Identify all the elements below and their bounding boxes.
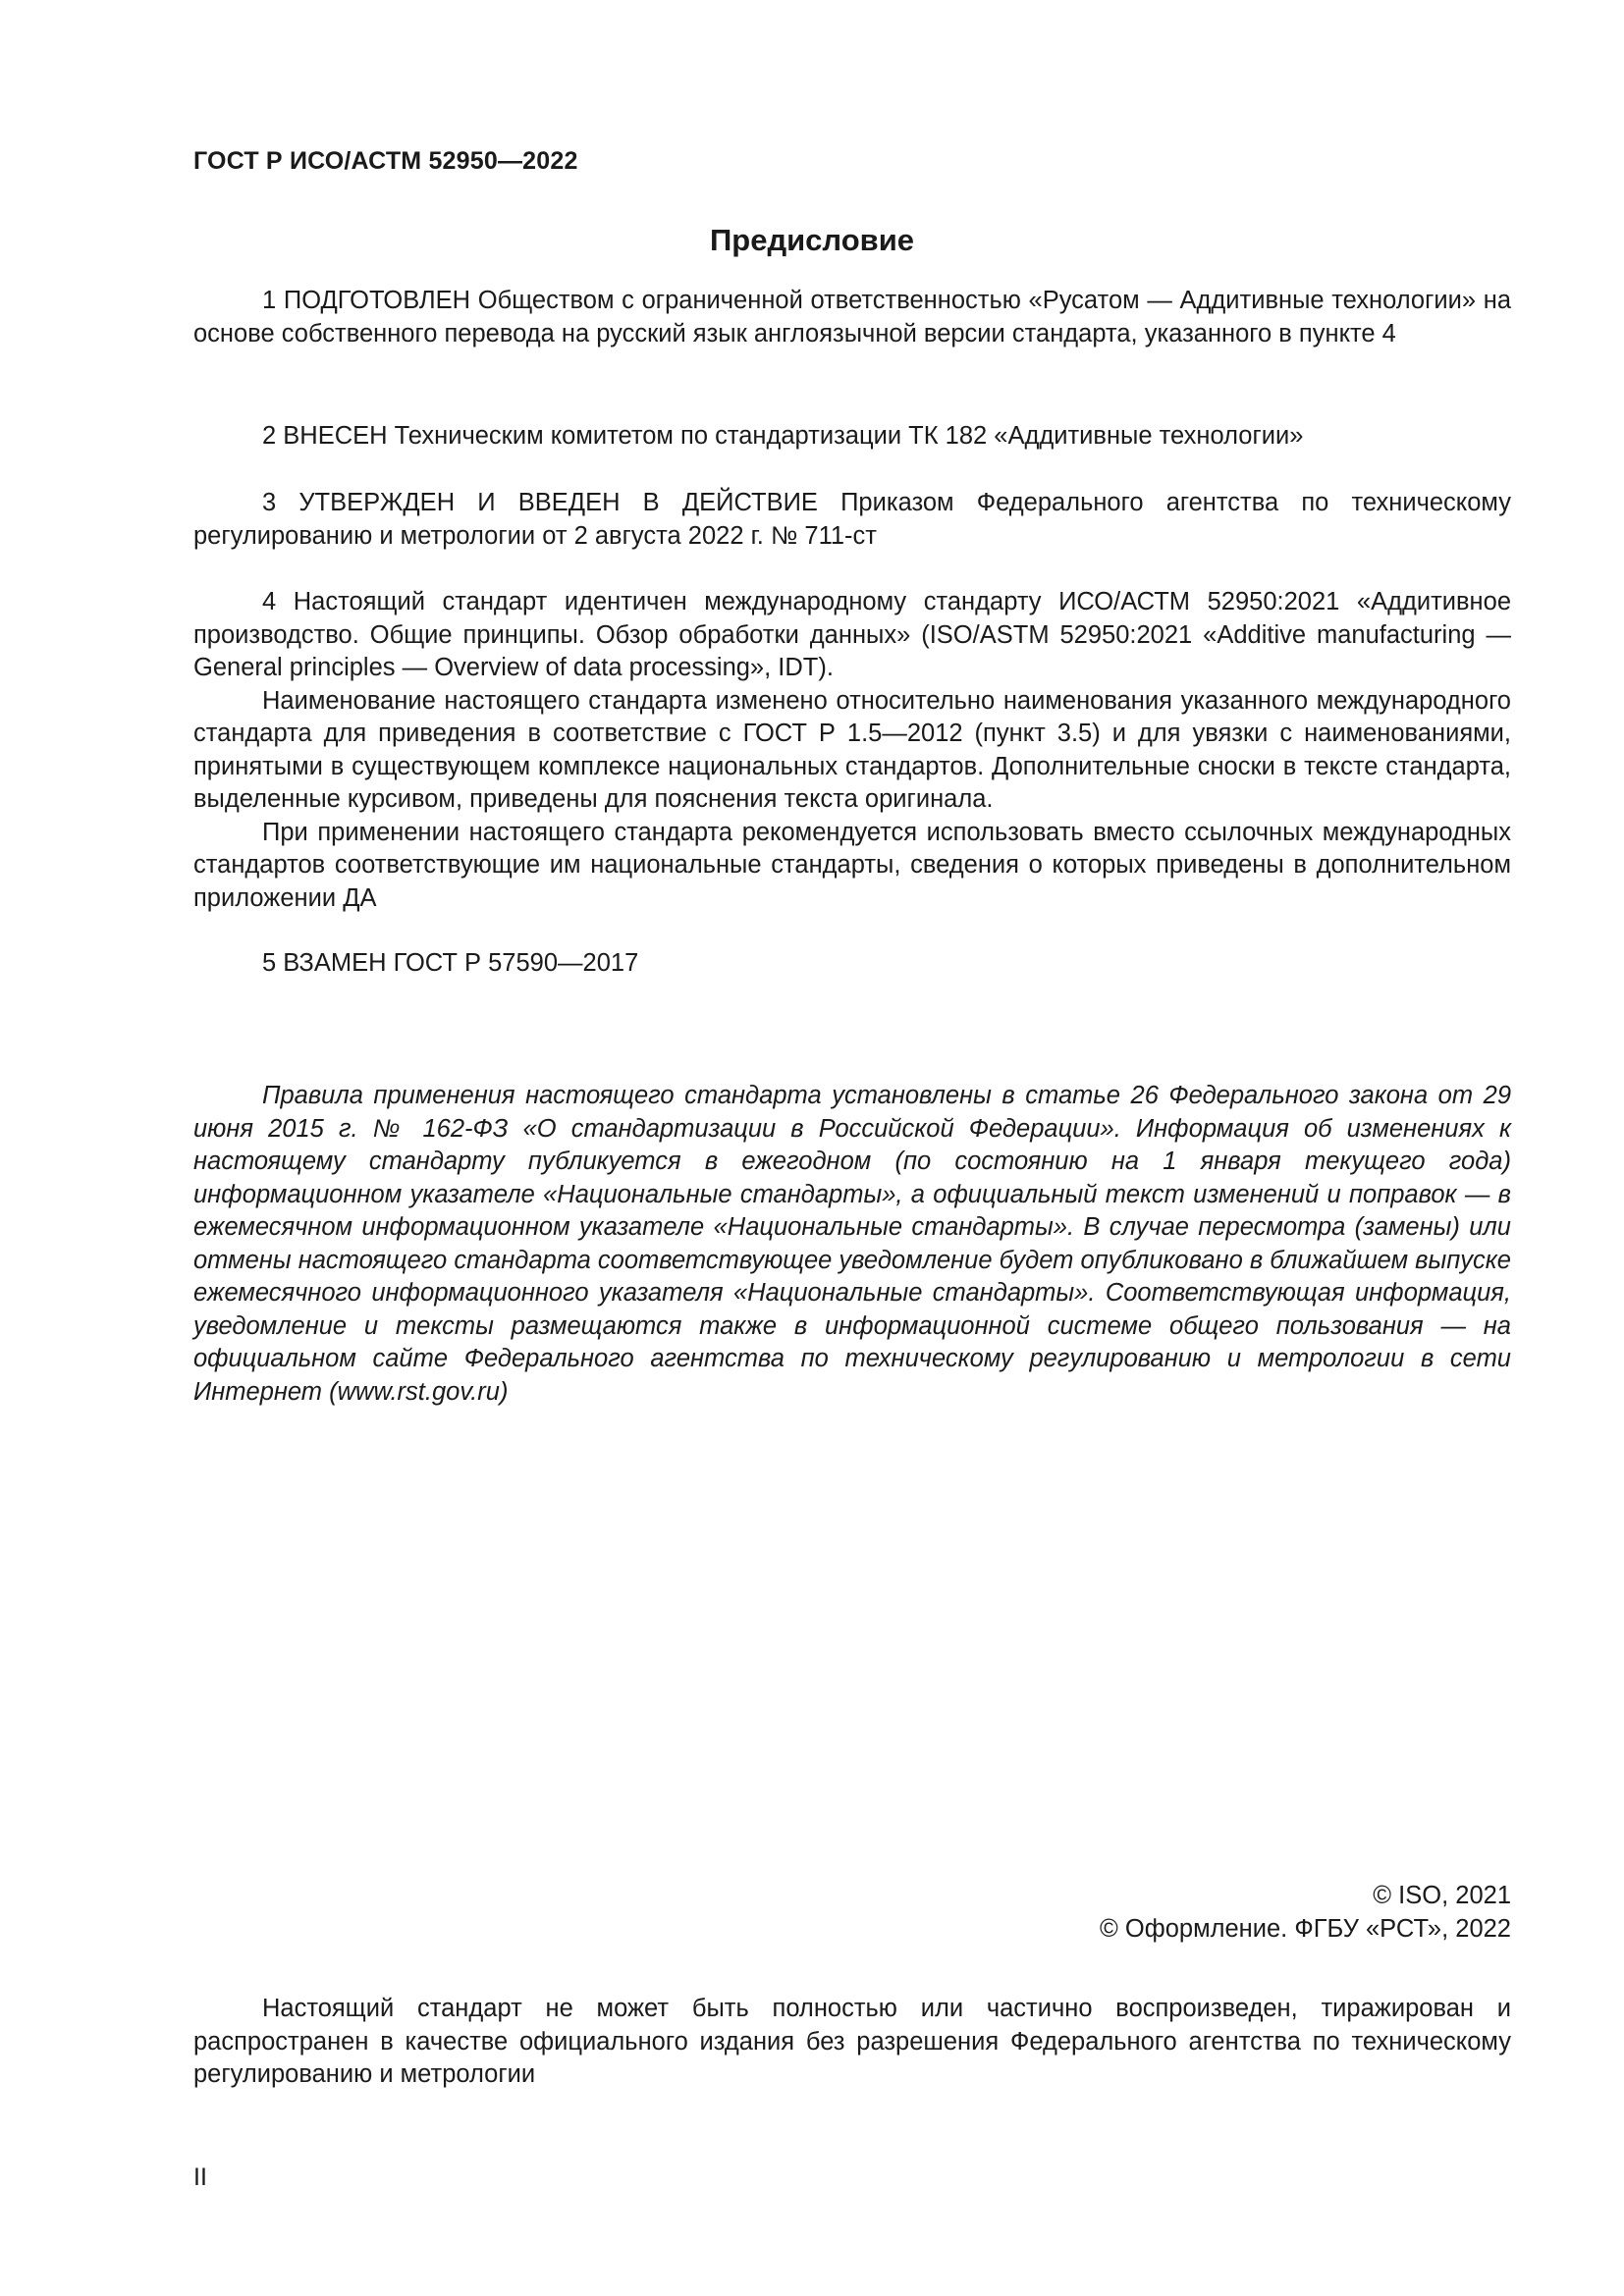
paragraph: 4 Настоящий стандарт идентичен международному стандарту ИСО/АСТМ 52950:2021 «Аддитивное производство. Общие принципы. Обзор обработки данных» (ISO/ASTM 52950:2021 «Additive manufacturing — General principles — Overview of data processing», IDT). xyxy=(193,588,1511,681)
foreword-item-3 xyxy=(193,487,1511,553)
paragraph: 1 ПОДГОТОВЛЕН Обществом с ограниченной ответственностью «Русатом — Аддитивные технологии» на основе собственного перевода на русский язык англоязычной версии стандарта, указанного в пункте 4 xyxy=(193,287,1511,347)
paragraph: Настоящий стандарт не может быть полностью или частично воспроизведен, тиражирован и распространен в качестве официального издания без разрешения Федерального агентства по техническому регулированию и метрологии xyxy=(193,1995,1511,2088)
paragraph: При применении настоящего стандарта рекомендуется использовать вместо ссылочных международных стандартов соответствующие им национальные стандарты, сведения о которых приведены в дополнительном приложении ДА xyxy=(193,818,1511,912)
foreword-item-1 xyxy=(193,285,1511,350)
foreword-item-2 xyxy=(193,420,1511,454)
paragraph: Правила применения настоящего стандарта установлены в статье 26 Федерального закона от 29 июня 2015 г. № 162-ФЗ «О стандартизации в Российской Федерации». Информация об изменениях к настоящему стандарту публикуется в ежегодном (по состоянию на 1 января текущего года) информационном указателе «Национальные стандарты», а официальный текст изменений и поправок — в ежемесячном информационном указателе «Национальные стандарты». В случае пересмотра (замены) или отмены настоящего стандарта соответствующее уведомление будет опубликовано в ближайшем выпуске ежемесячного информационного указателя «Национальные стандарты». Соответствующая информация, уведомление и тексты размещаются также в информационной системе общего пользования — на официальном сайте Федерального агентства по техническому регулированию и метрологии в сети Интернет (www.rst.gov.ru) xyxy=(193,1082,1511,1406)
paragraph: Наименование настоящего стандарта изменено относительно наименования указанного международного стандарта для приведения в соответствие с ГОСТ Р 1.5—2012 (пункт 3.5) и для увязки с наименованиями, принятыми в существующем комплексе национальных стандартов. Дополнительные сноски в тексте стандарта, выделенные курсивом, приведены для пояснения текста оригинала. xyxy=(193,686,1511,813)
page-title: Предисловие xyxy=(709,223,914,257)
rules-notice xyxy=(193,1080,1511,1409)
copyright-design: © Оформление. ФГБУ «РСТ», 2022 xyxy=(1100,1914,1511,1943)
paragraph: 5 ВЗАМЕН ГОСТ Р 57590—2017 xyxy=(262,949,639,977)
reproduction-notice xyxy=(193,1993,1511,2092)
paragraph: 3 УТВЕРЖДЕН И ВВЕДЕН В ДЕЙСТВИЕ Приказом Федерального агентства по техническому регулированию и метрологии от 2 августа 2022 г. № 711-ст xyxy=(193,489,1511,550)
foreword-item-5 xyxy=(193,947,1511,981)
foreword-item-4 xyxy=(193,586,1511,915)
page-number: II xyxy=(193,2163,207,2191)
paragraph: 2 ВНЕСЕН Техническим комитетом по стандартизации ТК 182 «Аддитивные технологии» xyxy=(262,422,1304,450)
copyright-block xyxy=(1100,1880,1511,1946)
copyright-iso: © ISO, 2021 xyxy=(1373,1882,1511,1909)
document-id-header: ГОСТ Р ИСО/АСТМ 52950—2022 xyxy=(193,147,578,175)
